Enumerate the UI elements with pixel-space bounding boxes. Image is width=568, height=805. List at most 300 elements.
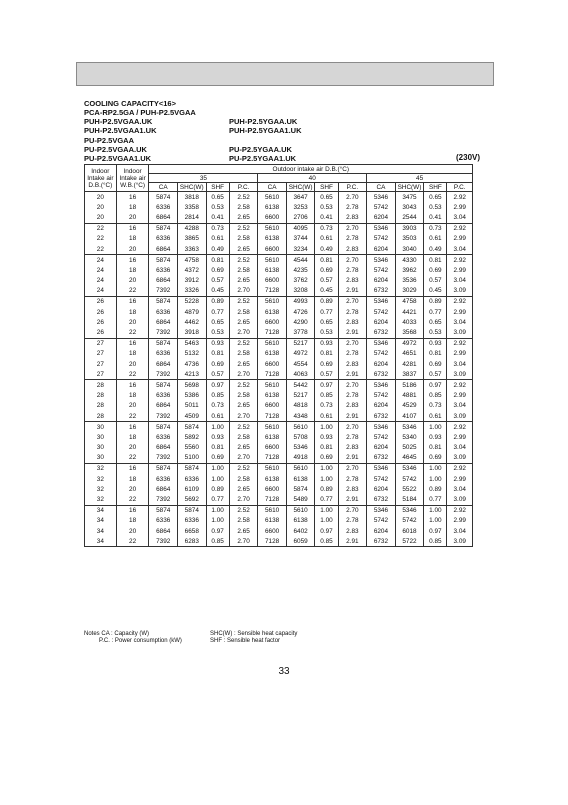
table-cell: 6336 [178,516,207,526]
temp-header-40: 40 [258,174,367,183]
table-cell: 6600 [258,317,287,327]
table-cell: 2.70 [229,327,258,338]
model-name: PU-P2.5VGAA.UK [84,144,147,154]
table-cell: 0.61 [424,411,447,422]
table-cell: 2.99 [447,391,473,401]
table-cell: 18 [116,349,149,359]
table-cell: 2.65 [229,244,258,255]
table-cell: 6336 [149,202,178,212]
table-cell: 3208 [286,286,315,297]
table-cell: 4213 [178,369,207,380]
table-cell: 2.70 [229,411,258,422]
table-cell: 0.85 [315,391,338,401]
table-cell: 0.89 [315,484,338,494]
notes [84,631,297,646]
table-cell: 5610 [286,463,315,474]
table-cell: 2.65 [229,401,258,411]
table-cell: 5742 [367,307,396,317]
table-cell: 20 [85,212,117,223]
table-cell: 2.92 [447,505,473,516]
table-cell: 3.09 [447,286,473,297]
table-cell: 2.58 [229,202,258,212]
table-cell: 0.53 [315,327,338,338]
table-cell: 7392 [149,369,178,380]
table-cell: 0.65 [315,192,338,203]
table-cell: 6204 [367,276,396,286]
table-cell: 0.93 [424,432,447,442]
table-cell: 7128 [258,286,287,297]
table-cell: 3.04 [447,359,473,369]
table-cell: 6732 [367,453,396,464]
model-name: PUH-P2.5YGAA.UK [229,117,298,126]
table-cell: 5346 [367,380,396,391]
table-cell: 5217 [286,338,315,349]
table-cell: 34 [85,526,117,536]
table-cell: 2.65 [229,443,258,453]
table-cell: 3778 [286,327,315,338]
table-row [85,443,473,453]
table-cell: 5340 [395,432,424,442]
table-row [85,401,473,411]
header-bar [76,62,494,86]
table-cell: 5346 [395,463,424,474]
table-cell: 2.91 [338,536,367,547]
table-cell: 0.93 [206,338,229,349]
table-cell: 2.70 [338,255,367,266]
table-cell: 2.58 [229,432,258,442]
table-cell: 3865 [178,234,207,244]
model-name: PUH-P2.5VGAA1.UK [84,126,157,136]
table-cell: 2.92 [447,422,473,433]
table-cell: 6864 [149,401,178,411]
subheader-pc: P.C. [338,183,367,192]
table-cell: 16 [116,192,149,203]
table-row [85,192,473,203]
table-cell: 2.83 [338,401,367,411]
table-cell: 2814 [178,212,207,223]
table-cell: 26 [85,327,117,338]
table-cell: 0.69 [424,265,447,275]
table-cell: 2.78 [338,202,367,212]
table-cell: 20 [116,212,149,223]
table-cell: 5025 [395,443,424,453]
table-cell: 6204 [367,212,396,223]
table-cell: 2.99 [447,474,473,484]
table-cell: 18 [116,234,149,244]
table-cell: 5442 [286,380,315,391]
table-cell: 5522 [395,484,424,494]
table-cell: 24 [85,286,117,297]
table-cell: 4033 [395,317,424,327]
table-cell: 20 [116,401,149,411]
table-cell: 2.70 [229,494,258,505]
subheader-pc: P.C. [229,183,258,192]
table-cell: 6138 [258,516,287,526]
table-cell: 0.53 [424,202,447,212]
table-cell: 0.77 [315,494,338,505]
table-cell: 5217 [286,391,315,401]
table-row [85,327,473,338]
table-cell: 2.99 [447,516,473,526]
table-cell: 3568 [395,327,424,338]
table-cell: 3.09 [447,453,473,464]
table-cell: 6864 [149,244,178,255]
table-row [85,265,473,275]
table-cell: 1.00 [424,505,447,516]
table-cell: 4235 [286,265,315,275]
table-cell: 2.99 [447,234,473,244]
table-cell: 0.61 [424,234,447,244]
table-cell: 0.85 [315,536,338,547]
table-cell: 0.45 [206,286,229,297]
table-row [85,338,473,349]
table-cell: 2706 [286,212,315,223]
table-cell: 3.04 [447,526,473,536]
table-cell: 4736 [178,359,207,369]
table-cell: 6732 [367,494,396,505]
table-cell: 3503 [395,234,424,244]
table-cell: 0.81 [315,349,338,359]
table-cell: 2544 [395,212,424,223]
table-cell: 1.00 [206,505,229,516]
table-cell: 2.83 [338,244,367,255]
table-cell: 6336 [178,474,207,484]
table-cell: 6600 [258,212,287,223]
table-cell: 18 [116,307,149,317]
table-cell: 6204 [367,443,396,453]
table-cell: 6138 [258,307,287,317]
table-cell: 30 [85,432,117,442]
table-cell: 5100 [178,453,207,464]
model-name: PUH-P2.5YGAA1.UK [229,126,302,136]
table-cell: 0.41 [206,212,229,223]
table-cell: 5132 [178,349,207,359]
table-cell: 1.00 [206,422,229,433]
outdoor-header: Outdoor intake air D.B.(°C) [149,165,473,174]
table-cell: 2.70 [229,286,258,297]
table-cell: 0.97 [206,526,229,536]
table-cell: 0.77 [424,307,447,317]
table-cell: 4462 [178,317,207,327]
table-cell: 0.77 [315,307,338,317]
table-cell: 5386 [178,391,207,401]
table-cell: 5874 [149,223,178,234]
table-cell: 6138 [258,474,287,484]
model-row [84,117,302,126]
table-row [85,223,473,234]
table-cell: 0.89 [424,296,447,307]
table-row [85,453,473,464]
table-cell: 16 [116,255,149,266]
table-cell: 3903 [395,223,424,234]
table-cell: 0.81 [206,443,229,453]
table-cell: 5228 [178,296,207,307]
table-cell: 4645 [395,453,424,464]
table-cell: 6732 [367,369,396,380]
table-cell: 5346 [367,192,396,203]
table-cell: 0.53 [206,327,229,338]
table-cell: 5874 [149,255,178,266]
table-cell: 26 [85,296,117,307]
table-cell: 0.61 [315,234,338,244]
table-cell: 2.58 [229,307,258,317]
table-cell: 2.52 [229,223,258,234]
table-cell: 22 [116,286,149,297]
table-row [85,474,473,484]
table-cell: 0.97 [206,380,229,391]
table-cell: 24 [85,265,117,275]
table-cell: 16 [116,380,149,391]
table-cell: 2.99 [447,432,473,442]
table-cell: 1.00 [315,474,338,484]
table-cell: 2.78 [338,234,367,244]
table-cell: 2.83 [338,276,367,286]
table-cell: 2.52 [229,505,258,516]
table-cell: 0.65 [206,317,229,327]
table-cell: 6864 [149,317,178,327]
table-cell: 0.81 [206,255,229,266]
table-cell: 3253 [286,202,315,212]
table-cell: 6600 [258,359,287,369]
table-cell: 0.69 [424,453,447,464]
table-cell: 30 [85,422,117,433]
table-cell: 5874 [149,505,178,516]
table-cell: 0.41 [315,212,338,223]
table-cell: 6204 [367,401,396,411]
table-cell: 0.49 [315,244,338,255]
table-cell: 5346 [286,443,315,453]
table-cell: 0.41 [424,212,447,223]
table-cell: 2.91 [338,411,367,422]
table-cell: 32 [85,494,117,505]
table-cell: 18 [116,391,149,401]
table-cell: 6138 [258,391,287,401]
table-cell: 0.81 [424,443,447,453]
table-cell: 3.04 [447,443,473,453]
table-cell: 1.00 [315,463,338,474]
table-cell: 0.57 [206,369,229,380]
table-cell: 5892 [178,432,207,442]
table-cell: 22 [116,327,149,338]
subheader-ca: CA [149,183,178,192]
table-cell: 2.83 [338,526,367,536]
model-row [84,154,302,163]
table-cell: 16 [116,422,149,433]
table-cell: 1.00 [206,474,229,484]
table-cell: 28 [85,401,117,411]
voltage-label: (230V) [456,153,481,162]
table-cell: 5874 [178,422,207,433]
table-cell: 6658 [178,526,207,536]
table-cell: 2.92 [447,380,473,391]
table-cell: 2.58 [229,234,258,244]
table-cell: 2.78 [338,516,367,526]
table-cell: 2.70 [338,296,367,307]
table-cell: 5742 [395,474,424,484]
table-cell: 2.83 [338,359,367,369]
table-cell: 6864 [149,276,178,286]
note-shf: SHF : Sensible heat factor [210,638,281,645]
table-cell: 16 [116,463,149,474]
table-cell: 4330 [395,255,424,266]
model-row [84,126,302,135]
table-cell: 3.09 [447,411,473,422]
table-row [85,484,473,494]
table-cell: 2.70 [229,369,258,380]
table-cell: 6336 [149,234,178,244]
table-row [85,463,473,474]
table-cell: 0.69 [315,359,338,369]
table-cell: 28 [85,380,117,391]
table-cell: 6018 [395,526,424,536]
table-cell: 6732 [367,411,396,422]
table-row [85,286,473,297]
table-cell: 5698 [178,380,207,391]
table-cell: 5610 [258,463,287,474]
table-cell: 22 [116,453,149,464]
table-cell: 20 [116,317,149,327]
table-cell: 2.65 [229,276,258,286]
table-cell: 3234 [286,244,315,255]
table-cell: 2.58 [229,349,258,359]
table-cell: 0.97 [315,526,338,536]
table-cell: 5489 [286,494,315,505]
table-cell: 4651 [395,349,424,359]
table-cell: 5742 [367,516,396,526]
table-cell: 7128 [258,536,287,547]
indoor-wb-header: Indoor Intake air W.B.(°C) [116,165,149,192]
table-cell: 4421 [395,307,424,317]
table-row [85,536,473,547]
table-cell: 5463 [178,338,207,349]
table-row [85,432,473,442]
table-cell: 16 [116,296,149,307]
table-cell: 0.89 [315,296,338,307]
table-cell: 0.45 [315,286,338,297]
table-cell: 2.83 [338,443,367,453]
subheader-shcw: SHC(W) [286,183,315,192]
table-cell: 2.70 [338,380,367,391]
table-cell: 18 [116,202,149,212]
table-cell: 4881 [395,391,424,401]
table-cell: 2.91 [338,453,367,464]
table-cell: 5742 [367,234,396,244]
table-cell: 30 [85,443,117,453]
table-cell: 0.85 [424,391,447,401]
table-cell: 0.97 [424,380,447,391]
table-cell: 6600 [258,484,287,494]
table-cell: 6864 [149,484,178,494]
table-cell: 0.85 [424,536,447,547]
table-cell: 1.00 [424,516,447,526]
table-cell: 2.70 [338,422,367,433]
table-cell: 22 [116,369,149,380]
table-cell: 2.78 [338,265,367,275]
table-cell: 0.73 [206,401,229,411]
table-cell: 2.65 [229,484,258,494]
table-cell: 2.70 [229,536,258,547]
table-cell: 3744 [286,234,315,244]
table-cell: 3326 [178,286,207,297]
table-cell: 6864 [149,212,178,223]
model-line: PCA-RP2.5GA / PUH-P2.5VGAA [84,108,196,118]
table-cell: 2.83 [338,317,367,327]
table-cell: 6600 [258,401,287,411]
table-cell: 2.58 [229,516,258,526]
table-cell: 2.92 [447,192,473,203]
table-cell: 0.53 [206,202,229,212]
table-cell: 7128 [258,494,287,505]
table-row [85,307,473,317]
table-cell: 5742 [367,432,396,442]
subheader-shf: SHF [424,183,447,192]
table-cell: 3363 [178,244,207,255]
table-cell: 2.52 [229,422,258,433]
table-cell: 2.91 [338,286,367,297]
table-cell: 24 [85,276,117,286]
table-cell: 20 [116,244,149,255]
table-cell: 5610 [258,422,287,433]
table-cell: 2.78 [338,391,367,401]
table-cell: 0.73 [424,401,447,411]
table-cell: 5874 [149,338,178,349]
table-cell: 6283 [178,536,207,547]
table-cell: 5346 [367,338,396,349]
table-cell: 0.69 [424,359,447,369]
table-cell: 6336 [149,474,178,484]
table-cell: 5874 [149,192,178,203]
table-cell: 34 [85,505,117,516]
table-cell: 0.93 [424,338,447,349]
table-cell: 5610 [258,380,287,391]
table-cell: 7128 [258,369,287,380]
table-cell: 0.85 [206,391,229,401]
table-cell: 2.70 [338,192,367,203]
table-cell: 1.00 [424,422,447,433]
table-cell: 6864 [149,443,178,453]
table-cell: 3040 [395,244,424,255]
table-cell: 2.91 [338,494,367,505]
table-cell: 5610 [258,192,287,203]
page-number: 33 [278,666,290,677]
table-cell: 32 [85,484,117,494]
table-cell: 2.99 [447,265,473,275]
table-cell: 28 [85,391,117,401]
table-row [85,202,473,212]
table-row [85,234,473,244]
table-cell: 3536 [395,276,424,286]
table-cell: 7392 [149,494,178,505]
table-cell: 3.04 [447,484,473,494]
table-cell: 2.78 [338,432,367,442]
table-cell: 26 [85,317,117,327]
table-cell: 2.91 [338,327,367,338]
table-cell: 27 [85,359,117,369]
table-cell: 0.81 [424,349,447,359]
table-cell: 4544 [286,255,315,266]
table-cell: 5610 [286,505,315,516]
table-cell: 2.58 [229,474,258,484]
table-cell: 1.00 [424,474,447,484]
table-cell: 2.92 [447,255,473,266]
table-cell: 2.99 [447,202,473,212]
table-cell: 0.53 [424,327,447,338]
table-row [85,422,473,433]
table-cell: 2.65 [229,212,258,223]
table-cell: 0.61 [206,234,229,244]
table-row [85,391,473,401]
table-cell: 7392 [149,453,178,464]
